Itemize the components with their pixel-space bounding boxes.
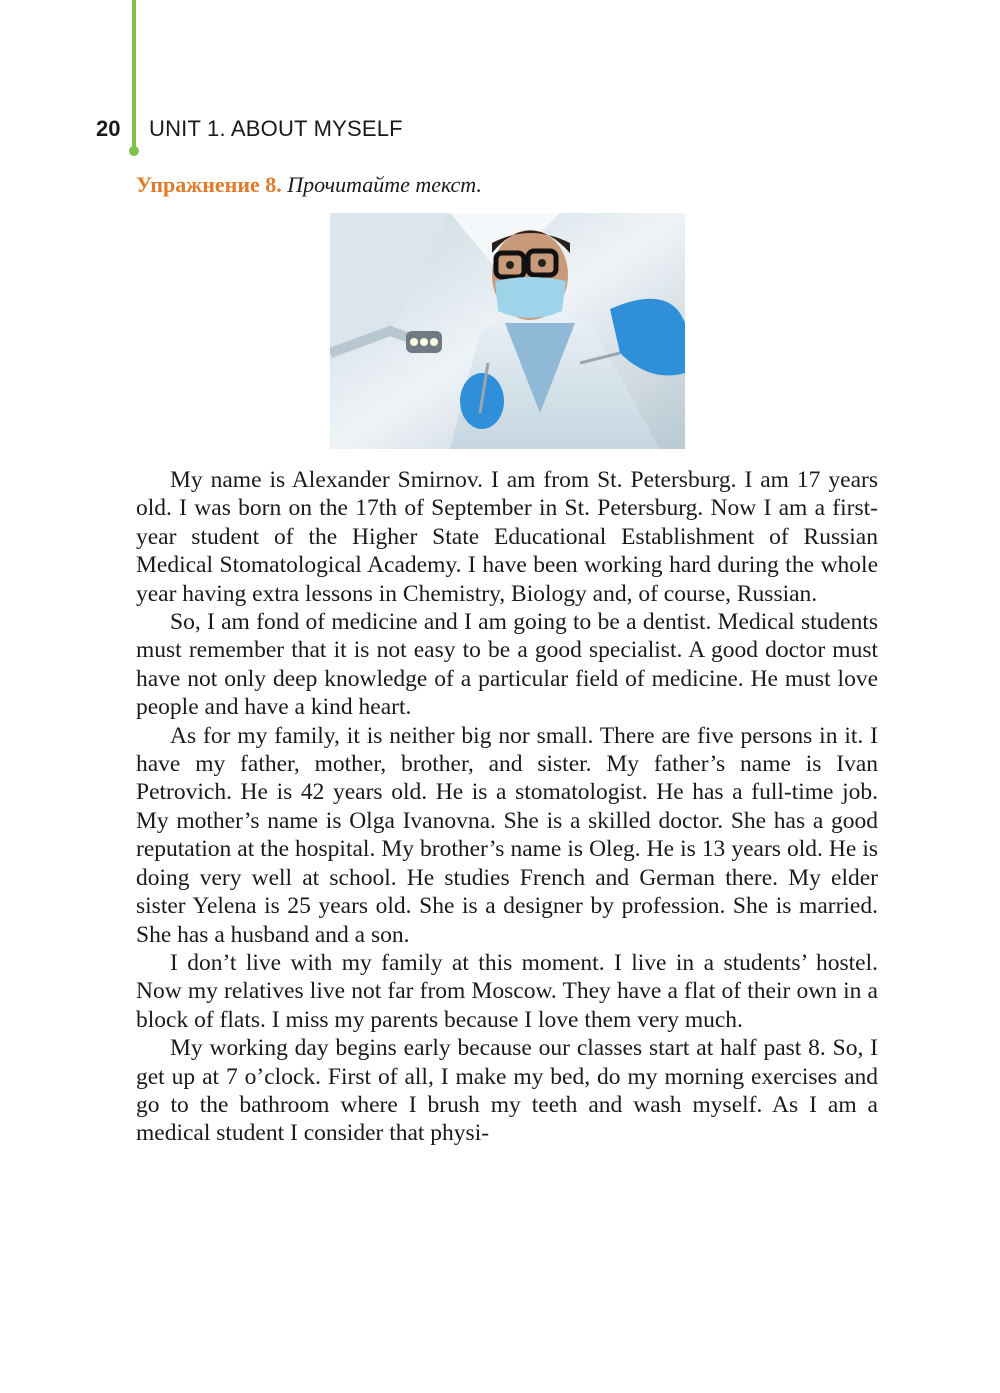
paragraph: My name is Alexander Smirnov. I am from St. Petersburg. I am 17 years old. I was born on the 17th of September in St. Petersburg. Now I am a first-year student of the Higher State Educational Establishment of Russian Medical Stomatological Academy. I have been working hard during the whole year having extra lessons in Chemistry, Biology and, of course, Russian. xyxy=(136,467,878,607)
paragraph: I don’t live with my family at this moment. I live in a students’ hostel. Now my relatives live not far from Moscow. They have a flat of their own in a block of flats. I miss my parents because I love them very much. xyxy=(136,949,878,1033)
exercise-label: Упражнение 8. xyxy=(136,172,282,197)
exercise-heading xyxy=(136,172,482,198)
paragraph: As for my family, it is neither big nor small. There are five persons in it. I have my father, mother, brother, and sister. My father’s name is Ivan Petrovich. He is 42 years old. He is a stomatologist. He has a full-time job. My mother’s name is Olga Ivanovna. She is a skilled doctor. She has a good reputation at the hospital. My brother’s name is Oleg. He is 13 years old. He is doing very well at school. He studies French and German there. My elder sister Yelena is 25 years old. She is a designer by profession. She is married. She has a husband and a son. xyxy=(136,722,878,948)
page-number: 20 xyxy=(96,116,121,141)
exercise-instruction: Прочитайте текст. xyxy=(287,172,482,197)
paragraph: So, I am fond of medicine and I am going to be a dentist. Medical students must remember that it is not easy to be a good specialist. A good doctor must have not only deep knowledge of a particular field of medicine. He must love people and have a kind heart. xyxy=(136,609,878,721)
paragraph: My working day begins early because our classes start at half past 8. So, I get up at 7 o’clock. First of all, I make my bed, do my morning exercises and go to the bathroom where I brush my teeth and wash myself. As I am a medical student I consider that physi- xyxy=(136,1035,878,1147)
margin-rule xyxy=(132,0,136,150)
margin-rule-dot xyxy=(129,146,139,156)
reading-text xyxy=(136,466,878,1148)
unit-title: UNIT 1. ABOUT MYSELF xyxy=(149,116,403,141)
dentist-photo xyxy=(330,213,685,449)
